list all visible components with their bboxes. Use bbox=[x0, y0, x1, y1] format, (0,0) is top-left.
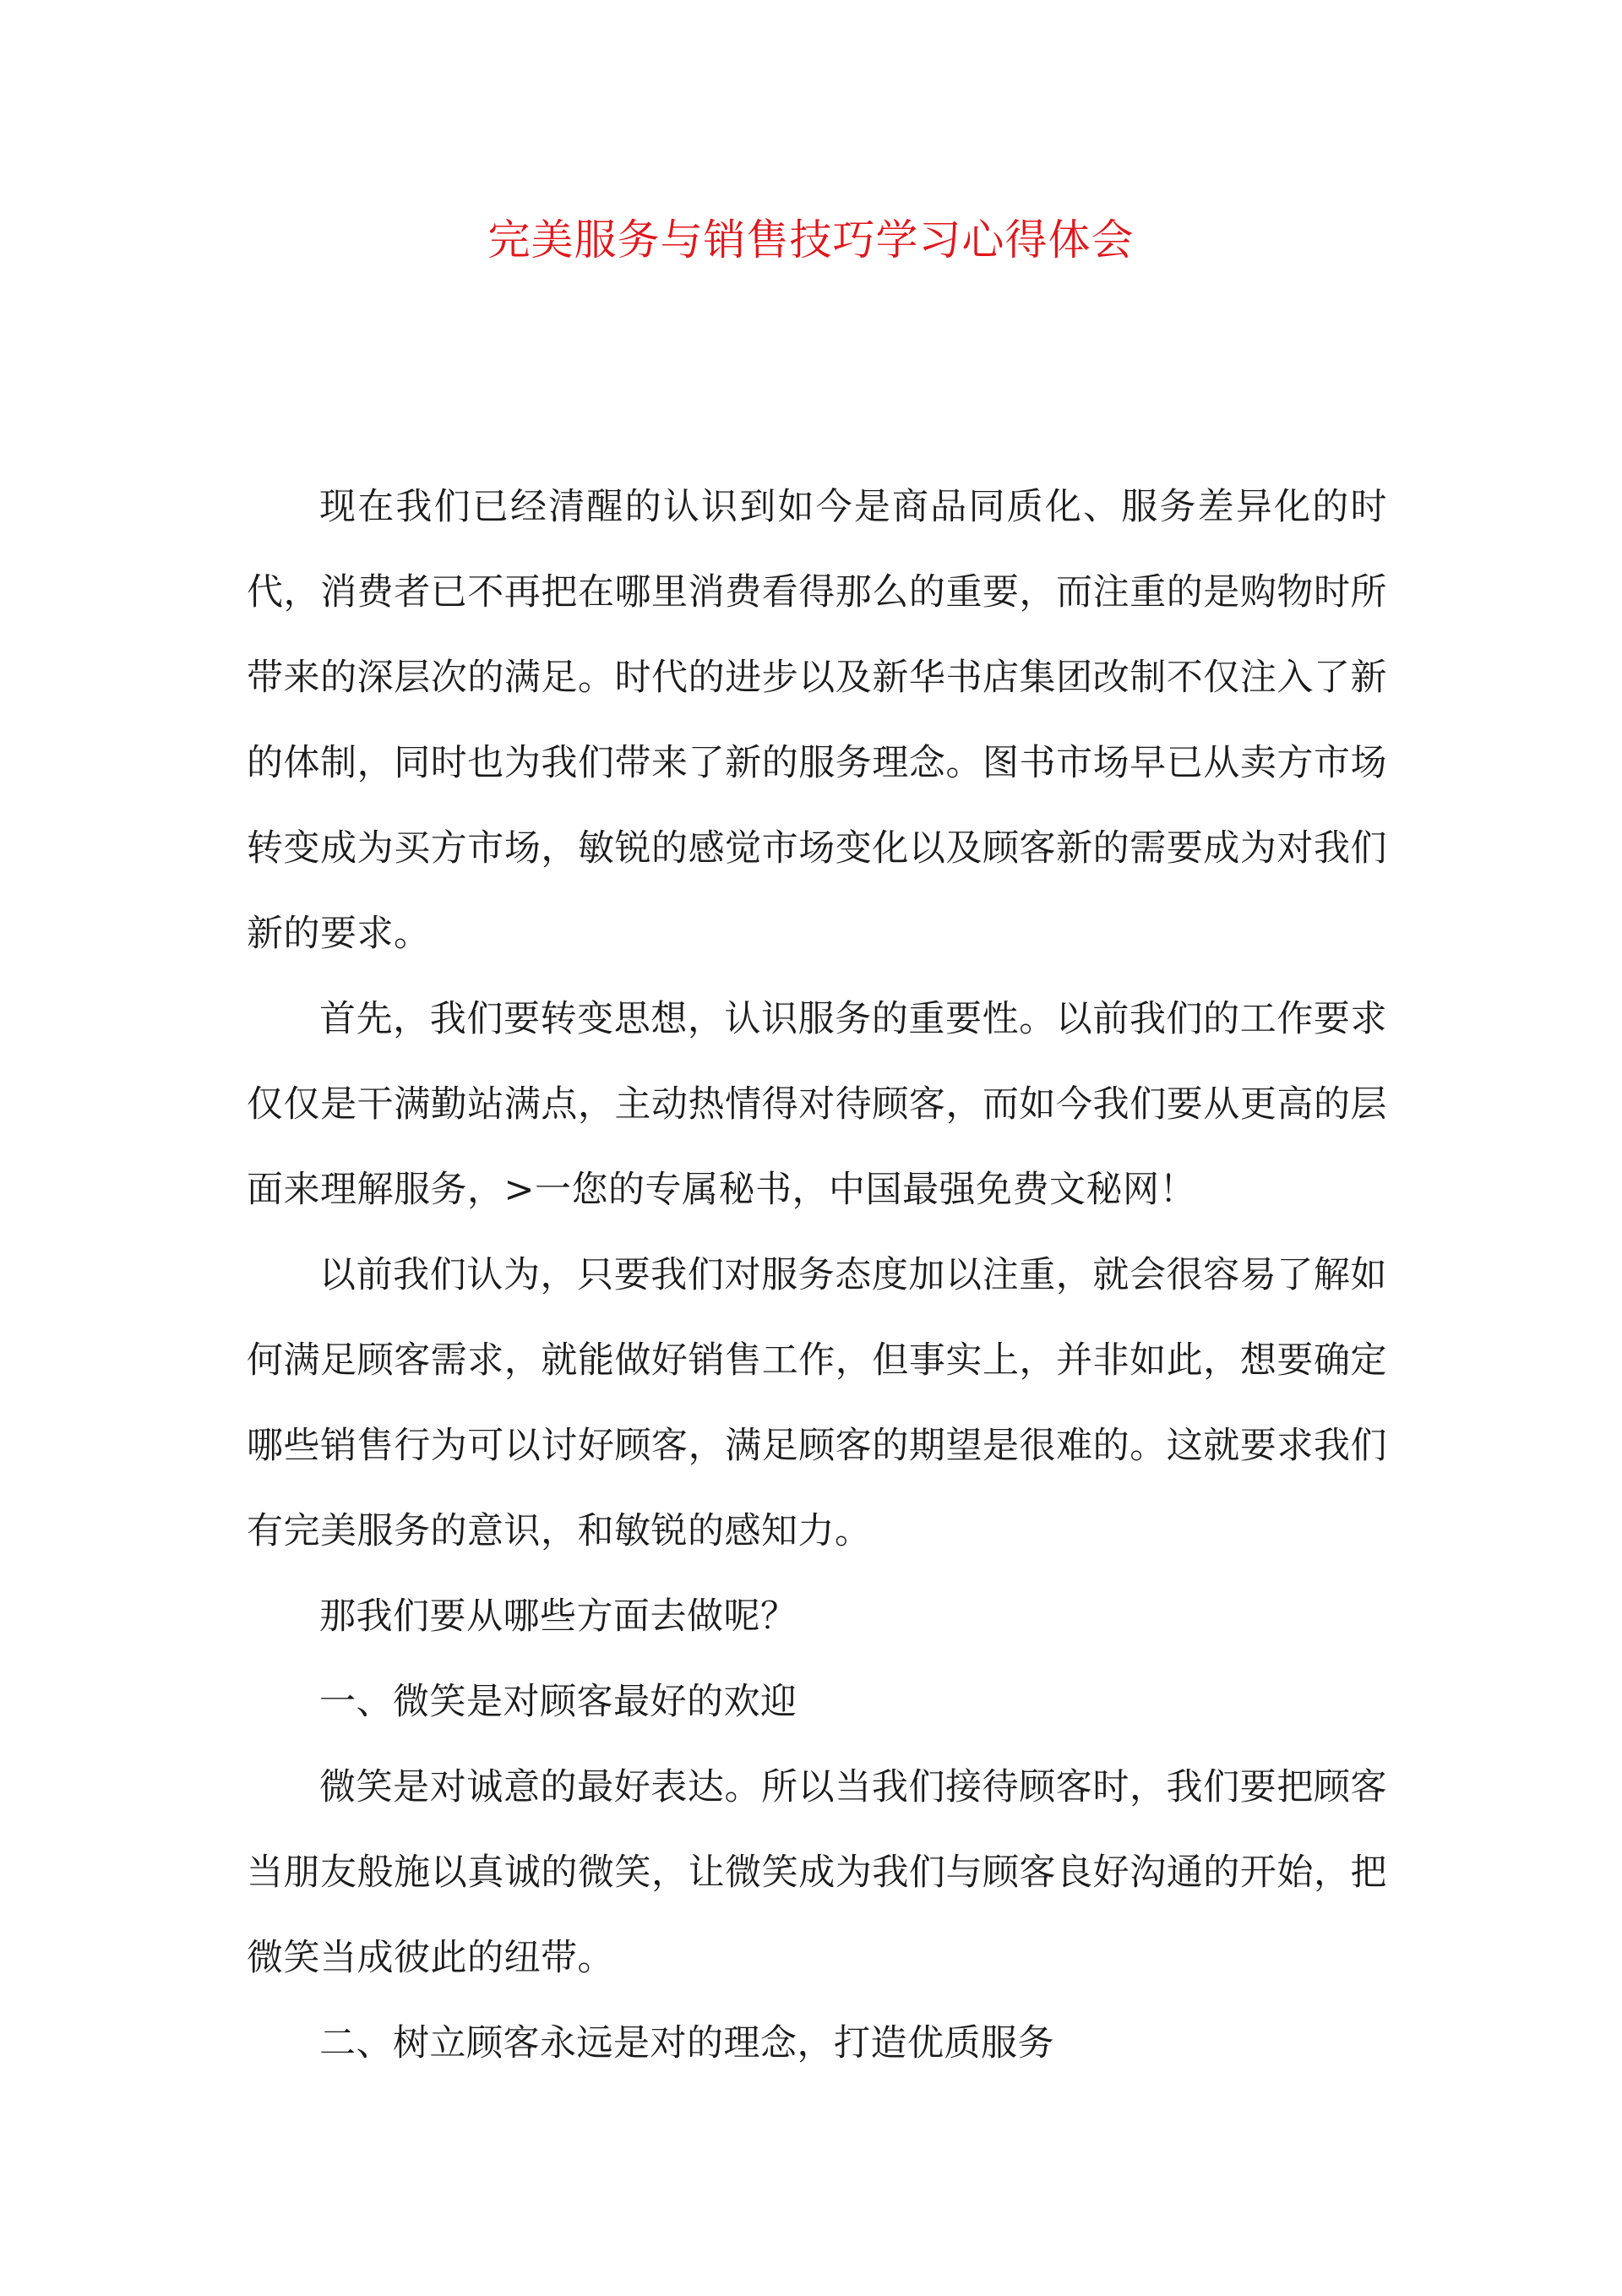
paragraph: 以前我们认为，只要我们对服务态度加以注重，就会很容易了解如何满足顾客需求，就能做好销售工作，但事实上，并非如此，想要确定哪些销售行为可以讨好顾客，满足顾客的期望是很难的。这就要求我们有完美服务的意识，和敏锐的感知力。 bbox=[247, 1254, 1387, 1552]
paragraph: 那我们要从哪些方面去做呢？ bbox=[319, 1595, 797, 1638]
document-title: 完美服务与销售技巧学习心得体会 bbox=[487, 215, 1135, 265]
paragraph: 现在我们已经清醒的认识到如今是商品同质化、服务差异化的时代，消费者已不再把在哪里消费看得那么的重要，而注重的是购物时所带来的深层次的满足。时代的进步以及新华书店集团改制不仅注入了新的体制，同时也为我们带来了新的服务理念。图书市场早已从卖方市场转变成为买方市场，敏锐的感觉市场变化以及顾客新的需要成为对我们新的要求。 bbox=[247, 486, 1387, 955]
paragraph: 微笑是对诚意的最好表达。所以当我们接待顾客时，我们要把顾客当朋友般施以真诚的微笑，让微笑成为我们与顾客良好沟通的开始，把微笑当成彼此的纽带。 bbox=[247, 1766, 1387, 1979]
section-heading: 一、微笑是对顾客最好的欢迎 bbox=[319, 1681, 797, 1723]
section-heading: 二、树立顾客永远是对的理念，打造优质服务 bbox=[319, 2022, 1054, 2064]
paragraph: 首先，我们要转变思想，认识服务的重要性。以前我们的工作要求仅仅是干满勤站满点，主动热情得对待顾客，而如今我们要从更高的层面来理解服务，>一您的专属秘书，中国最强免费文秘网！ bbox=[247, 998, 1387, 1211]
document-body bbox=[247, 465, 1387, 2086]
